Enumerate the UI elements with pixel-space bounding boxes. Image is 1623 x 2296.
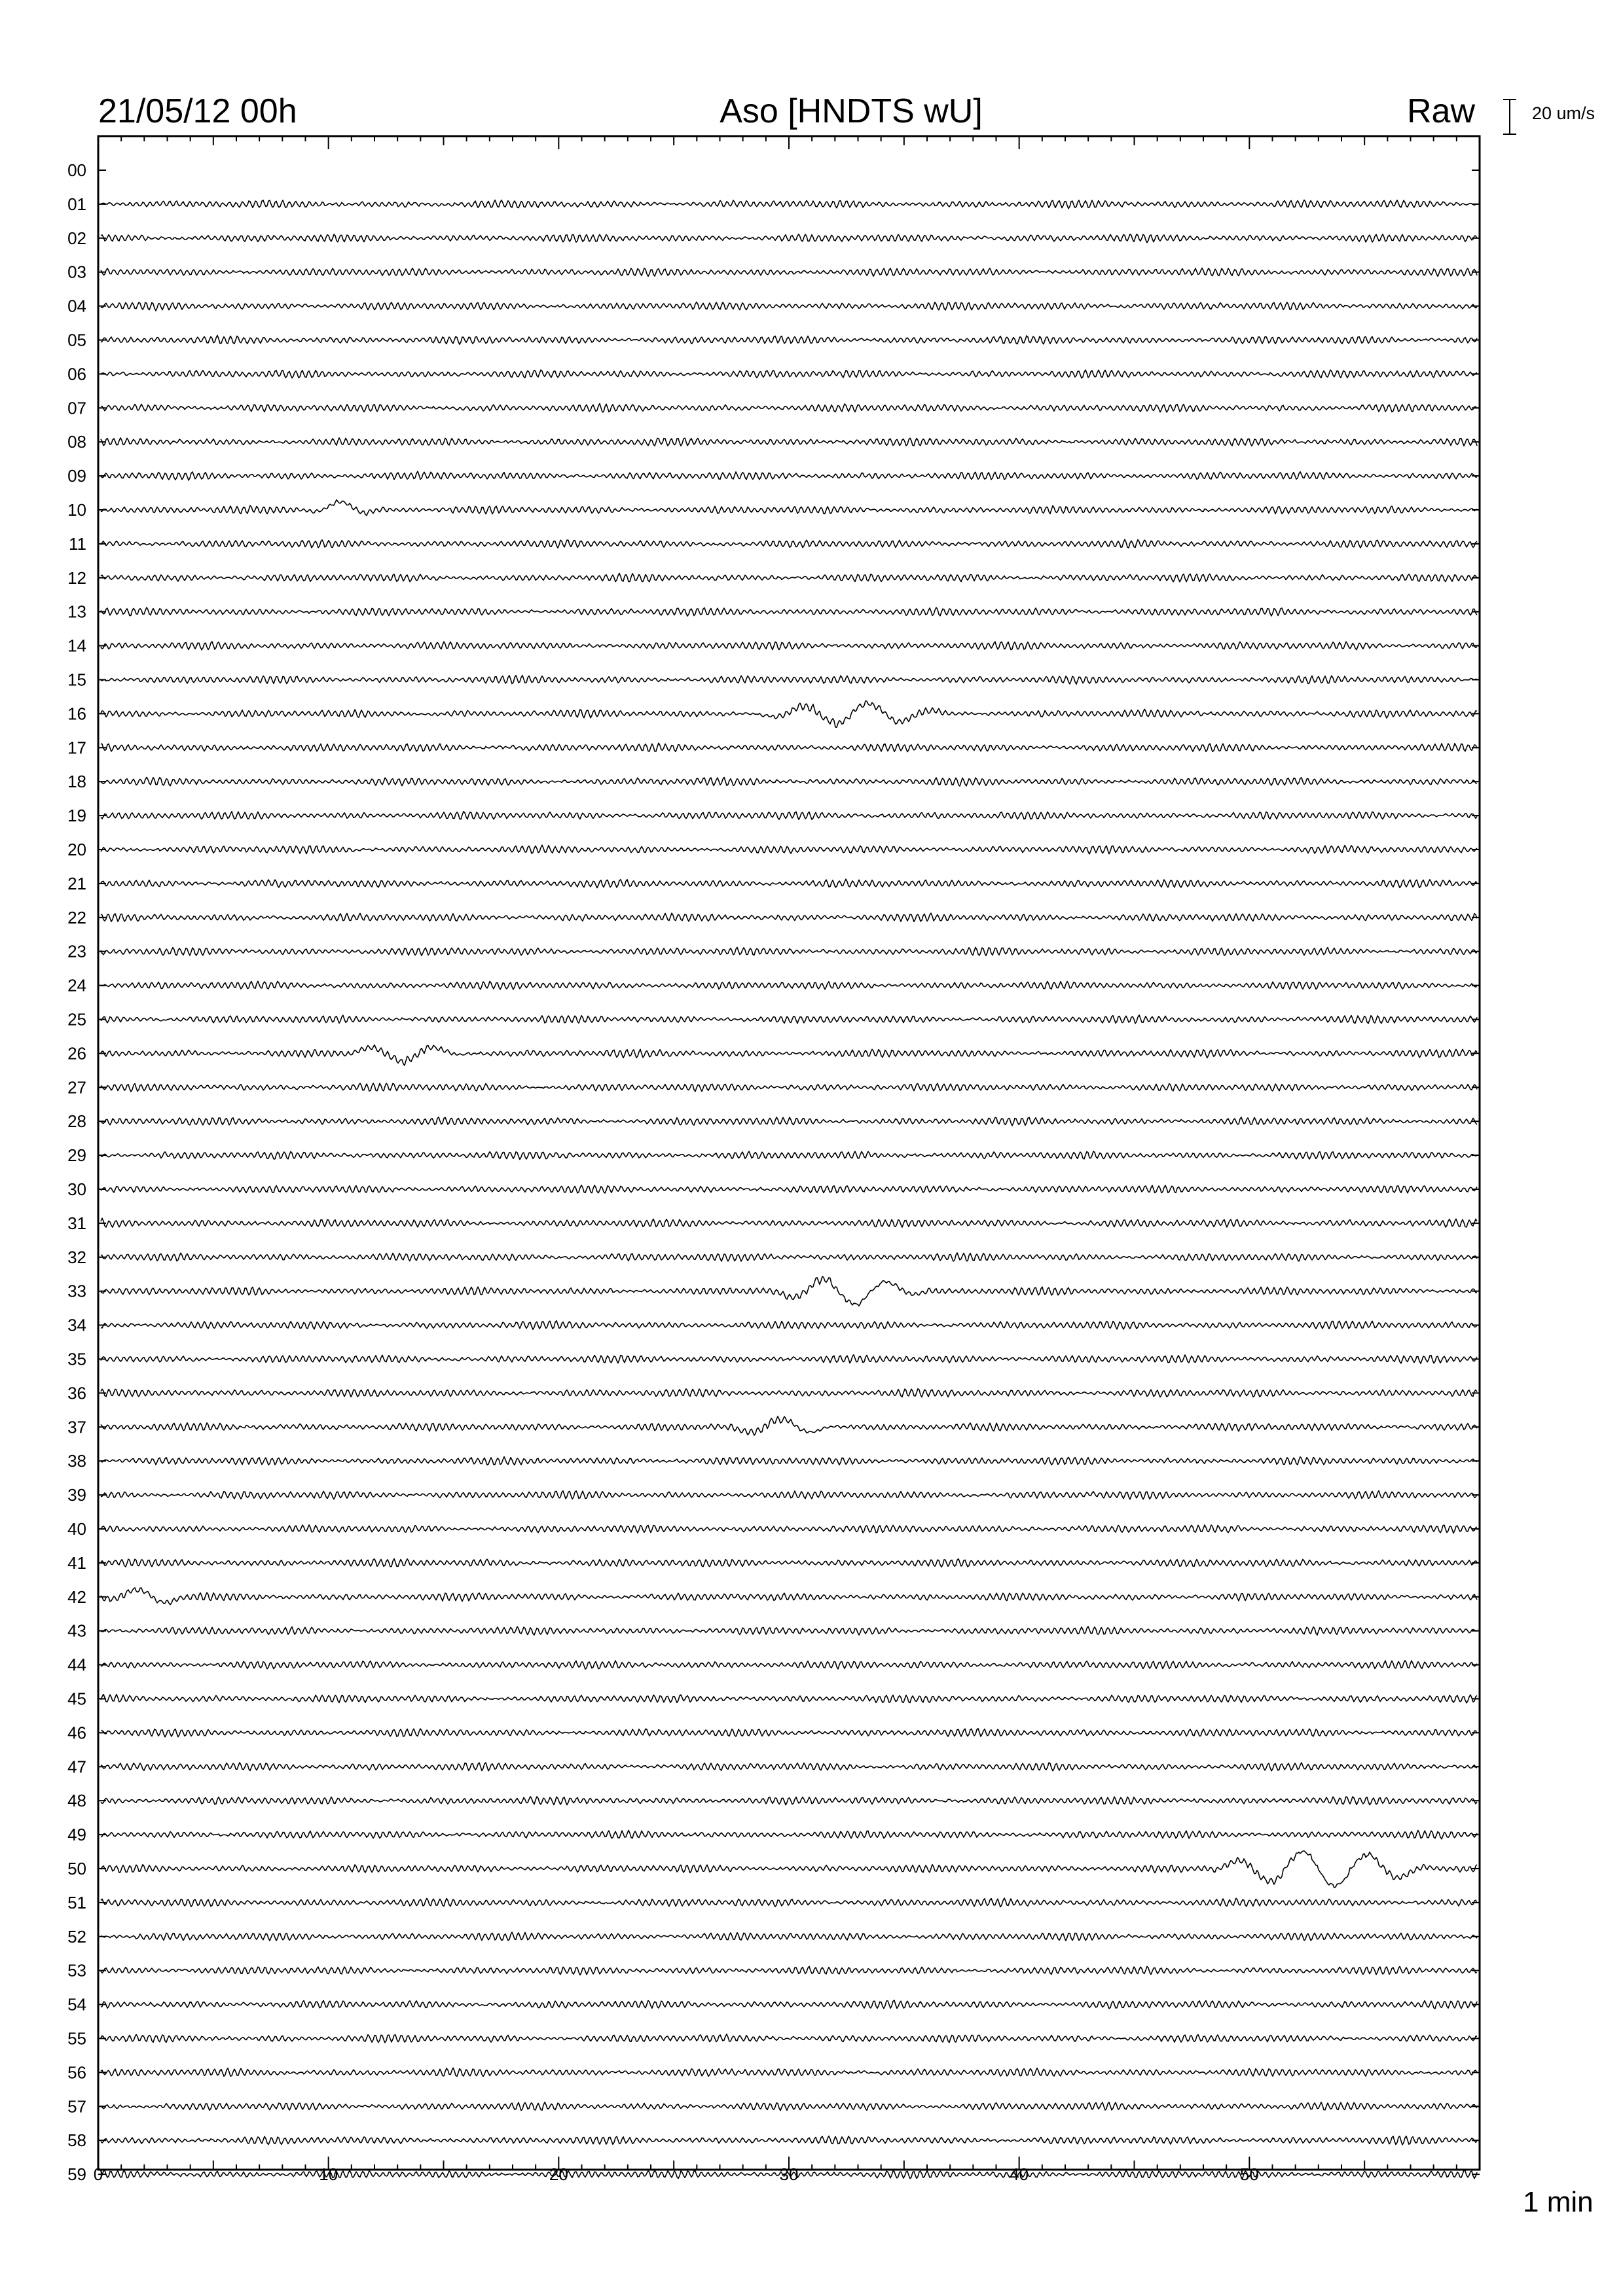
row-label: 37 xyxy=(67,1417,86,1437)
trace-row-42 xyxy=(101,1588,1477,1605)
trace-row-45 xyxy=(101,1695,1477,1703)
row-label: 04 xyxy=(67,296,86,316)
row-label: 57 xyxy=(67,2096,86,2117)
trace-row-33 xyxy=(101,1276,1477,1306)
trace-row-40 xyxy=(101,1525,1477,1534)
trace-row-52 xyxy=(101,1932,1477,1941)
row-label: 09 xyxy=(67,466,86,486)
row-labels xyxy=(67,160,1480,2184)
trace-row-34 xyxy=(101,1321,1477,1329)
row-label: 32 xyxy=(67,1247,86,1267)
row-label: 01 xyxy=(67,194,86,214)
row-label: 15 xyxy=(67,670,86,690)
trace-row-13 xyxy=(101,607,1477,616)
row-label: 19 xyxy=(67,806,86,826)
trace-row-07 xyxy=(101,404,1477,412)
trace-row-44 xyxy=(101,1660,1477,1669)
trace-row-35 xyxy=(101,1355,1477,1363)
row-label: 42 xyxy=(67,1587,86,1607)
row-label: 53 xyxy=(67,1960,86,1981)
trace-row-24 xyxy=(101,981,1477,990)
row-label: 18 xyxy=(67,772,86,792)
trace-row-37 xyxy=(101,1416,1477,1435)
row-label: 17 xyxy=(67,738,86,758)
row-label: 08 xyxy=(67,432,86,452)
trace-row-04 xyxy=(101,302,1477,311)
row-label: 20 xyxy=(67,840,86,859)
row-label: 38 xyxy=(67,1451,86,1471)
x-tick-label: 30 xyxy=(779,2164,799,2184)
trace-row-05 xyxy=(101,335,1477,344)
trace-row-06 xyxy=(101,370,1477,378)
row-label: 12 xyxy=(67,567,86,588)
row-label: 07 xyxy=(67,398,86,418)
x-tick-label: 40 xyxy=(1010,2164,1029,2184)
time-axis-unit: 1 min xyxy=(1523,2186,1594,2218)
record-datetime: 21/05/12 00h xyxy=(98,92,297,130)
trace-row-18 xyxy=(101,778,1477,787)
trace-row-15 xyxy=(101,675,1477,684)
row-label: 40 xyxy=(67,1519,86,1539)
row-label: 51 xyxy=(67,1892,86,1912)
row-label: 49 xyxy=(67,1825,86,1845)
trace-row-14 xyxy=(101,641,1477,650)
row-label: 35 xyxy=(67,1349,86,1369)
row-label: 44 xyxy=(67,1655,86,1675)
row-label: 05 xyxy=(67,330,86,350)
row-label: 16 xyxy=(67,704,86,724)
trace-row-46 xyxy=(101,1729,1477,1737)
mode-label: Raw xyxy=(1406,92,1475,130)
trace-row-01 xyxy=(101,200,1477,209)
row-label: 41 xyxy=(67,1552,86,1573)
row-label: 25 xyxy=(67,1009,86,1030)
scale-bar xyxy=(1503,99,1516,134)
row-label: 45 xyxy=(67,1689,86,1709)
row-label: 26 xyxy=(67,1043,86,1064)
row-label: 02 xyxy=(67,228,86,248)
row-label: 27 xyxy=(67,1077,86,1098)
trace-row-55 xyxy=(101,2034,1477,2043)
row-label: 33 xyxy=(67,1281,86,1301)
trace-row-54 xyxy=(101,2000,1477,2009)
trace-row-23 xyxy=(101,947,1477,956)
trace-row-19 xyxy=(101,812,1477,819)
trace-row-28 xyxy=(101,1117,1477,1126)
trace-row-17 xyxy=(101,743,1477,751)
trace-row-12 xyxy=(101,573,1477,582)
row-label: 22 xyxy=(67,907,86,927)
row-label: 28 xyxy=(67,1111,86,1132)
trace-row-58 xyxy=(101,2136,1477,2145)
amplitude-scale-label: 20 um/s xyxy=(1532,103,1596,123)
trace-row-41 xyxy=(101,1559,1477,1568)
row-label: 43 xyxy=(67,1621,86,1641)
row-label: 31 xyxy=(67,1213,86,1233)
row-label: 39 xyxy=(67,1485,86,1505)
trace-row-11 xyxy=(101,539,1477,548)
trace-row-51 xyxy=(101,1898,1477,1907)
row-label: 36 xyxy=(67,1383,86,1403)
seismic-traces xyxy=(101,200,1477,2179)
trace-row-50 xyxy=(101,1851,1477,1888)
trace-row-03 xyxy=(101,268,1477,277)
row-label: 58 xyxy=(67,2130,86,2151)
trace-row-56 xyxy=(101,2068,1477,2077)
row-label: 55 xyxy=(67,2028,86,2049)
trace-row-02 xyxy=(101,234,1477,243)
row-label: 24 xyxy=(67,975,86,996)
trace-row-49 xyxy=(101,1830,1477,1839)
x-tick-label: 50 xyxy=(1239,2164,1259,2184)
row-label: 11 xyxy=(69,533,86,554)
row-label: 23 xyxy=(67,941,86,961)
row-label: 29 xyxy=(67,1145,86,1166)
trace-row-39 xyxy=(101,1491,1477,1499)
trace-row-25 xyxy=(101,1015,1477,1024)
x-tick-label: 10 xyxy=(319,2164,338,2184)
row-label: 34 xyxy=(67,1315,86,1335)
station-title: Aso [HNDTS wU] xyxy=(720,92,983,130)
trace-row-31 xyxy=(101,1218,1477,1227)
trace-row-26 xyxy=(101,1045,1477,1066)
row-label: 10 xyxy=(67,500,86,520)
row-label: 21 xyxy=(67,873,86,893)
row-label: 54 xyxy=(67,1994,86,2015)
trace-row-29 xyxy=(101,1151,1477,1159)
row-label: 56 xyxy=(67,2062,86,2083)
trace-row-32 xyxy=(101,1253,1477,1261)
trace-row-30 xyxy=(101,1185,1477,1193)
trace-row-27 xyxy=(101,1083,1477,1092)
x-tick-label: 20 xyxy=(549,2164,568,2184)
trace-row-22 xyxy=(101,913,1477,922)
trace-row-53 xyxy=(101,1966,1477,1975)
row-label: 50 xyxy=(67,1859,86,1878)
x-tick-label: 0 xyxy=(93,2164,103,2184)
trace-row-10 xyxy=(101,500,1477,516)
trace-row-57 xyxy=(101,2102,1477,2111)
row-label: 52 xyxy=(67,1926,86,1946)
trace-row-43 xyxy=(101,1626,1477,1635)
row-label: 00 xyxy=(67,160,86,180)
row-label: 30 xyxy=(67,1179,86,1199)
row-label: 13 xyxy=(67,601,86,622)
trace-row-47 xyxy=(101,1763,1477,1771)
trace-row-16 xyxy=(101,701,1477,727)
trace-row-20 xyxy=(101,845,1477,854)
trace-row-08 xyxy=(101,438,1477,446)
trace-row-38 xyxy=(101,1457,1477,1465)
row-label: 48 xyxy=(67,1791,86,1811)
row-label: 14 xyxy=(67,636,86,656)
trace-row-21 xyxy=(101,879,1477,888)
row-label: 59 xyxy=(67,2164,86,2185)
row-label: 47 xyxy=(67,1757,86,1777)
trace-row-36 xyxy=(101,1389,1477,1397)
row-label: 06 xyxy=(67,364,86,384)
trace-row-09 xyxy=(101,471,1477,480)
trace-row-48 xyxy=(101,1797,1477,1805)
row-label: 03 xyxy=(67,262,86,282)
row-label: 46 xyxy=(67,1723,86,1743)
